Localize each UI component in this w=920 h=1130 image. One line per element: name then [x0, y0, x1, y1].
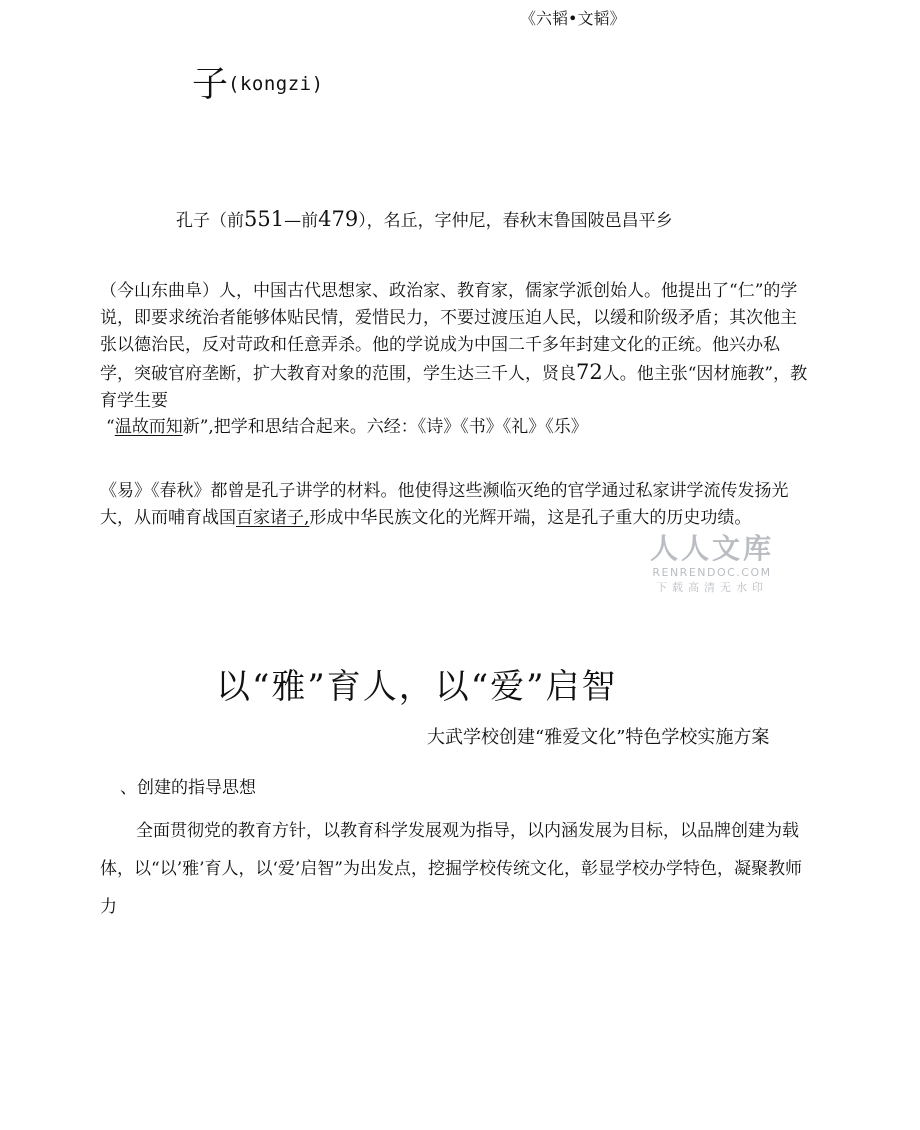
paragraph-biography-number: 72 [576, 360, 603, 384]
paragraph-legacy [100, 478, 812, 532]
paragraph-biography-text-a: （今山东曲阜）人，中国古代思想家、政治家、教育家，儒家学派创始人。他提出了“仁”的学说，即要求统治者能够体贴民情，爱惜民力，不要过渡压迫人民，以缓和阶级矛盾；其次他主张以德治民，反对苛政和任意弄杀。他的学说成为中国二千多年封建文化的正统。他兴办私学，突破官府垄断，扩大教育对象的范围，学生达三千人，贤良 [100, 281, 798, 384]
quote-open: “ [106, 417, 115, 437]
paragraph-biography-text-b: 人。他主张“因材施教”，教育学生要 [100, 364, 808, 411]
watermark-sub: 下载高清无水印 [656, 581, 768, 594]
watermark-logo [650, 532, 774, 596]
intro-line [176, 206, 673, 231]
intro-dash: —前 [284, 211, 319, 231]
intro-birth: 551 [244, 207, 285, 231]
paragraph-legacy-text-a: 《易》《春秋》都曾是孔子讲学的材料。他使得这些濒临灭绝的官学通过私家讲学流传发扬光大，从而哺育战国 [100, 481, 789, 528]
main-heading: 以“雅”育人，以“爱”启智 [216, 667, 618, 707]
kongzi-latin: (kongzi) [228, 73, 324, 95]
quote-rest: 新”,把学和思结合起来。六经：《诗》《书》《礼》《乐》 [182, 417, 588, 437]
watermark-cn: 人人文库 [650, 532, 775, 565]
quote-underlined: 温故而知 [114, 417, 183, 437]
kongzi-title [192, 56, 324, 107]
quote-line [106, 412, 588, 437]
subheading: 大武学校创建“雅爱文化”特色学校实施方案 [427, 727, 770, 748]
book-title: 《六韬•文韬》 [520, 9, 626, 28]
paragraph-legacy-underlined: 百家诸子, [236, 508, 310, 528]
intro-death: 479 [318, 207, 359, 231]
paragraph-biography [100, 278, 812, 415]
kongzi-hanzi: 子 [192, 64, 229, 105]
intro-prefix: 孔子（前 [176, 211, 244, 231]
watermark-en: RENRENDOC.COM [652, 566, 772, 579]
paragraph-legacy-text-b: 形成中华民族文化的光辉开端，这是孔子重大的历史功绩。 [309, 508, 752, 528]
intro-suffix: ），名丘，字仲尼，春秋末鲁国陂邑昌平乡 [358, 211, 673, 231]
section-heading: 、创建的指导思想 [120, 778, 256, 798]
paragraph-guiding-thought: 全面贯彻党的教育方针，以教育科学发展观为指导，以内涵发展为目标，以品牌创建为载体，以“以’雅’育人，以‘爱’启智”为出发点，挖掘学校传统文化，彰显学校办学特色，凝聚教师力 [100, 821, 802, 917]
